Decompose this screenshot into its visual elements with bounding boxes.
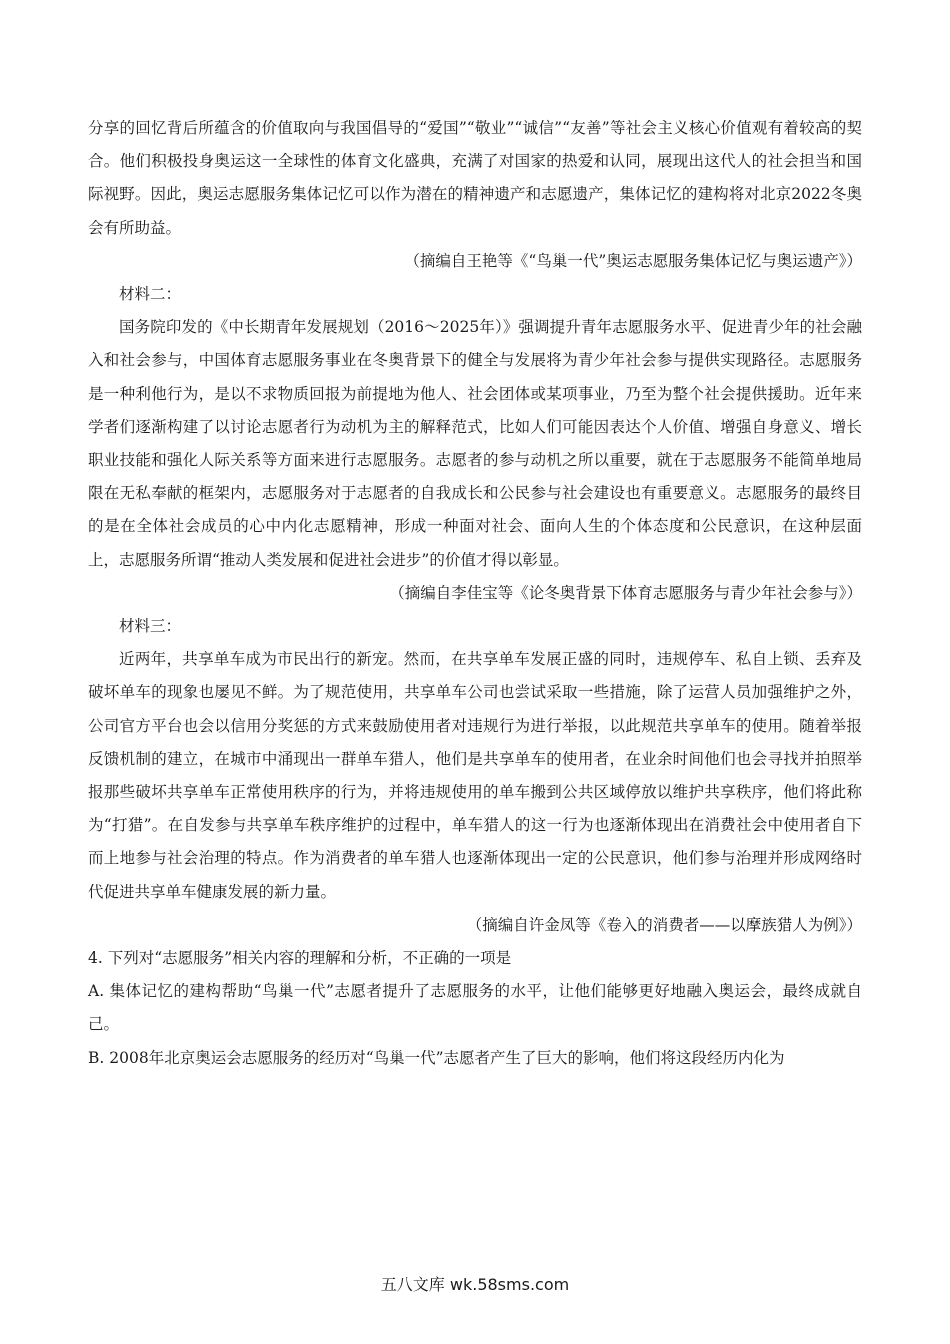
source-citation-1: （摘编自王艳等《“鸟巢一代”奥运志愿服务集体记忆与奥运遗产》） xyxy=(404,251,862,270)
source-citation-3: （摘编自许金凤等《卷入的消费者——以摩族猎人为例》） xyxy=(466,915,862,934)
option-b: B. 2008年北京奥运会志愿服务的经历对“鸟巢一代”志愿者产生了巨大的影响，他们将这段经历内化为 xyxy=(88,1048,785,1067)
option-a: A. 集体记忆的建构帮助“鸟巢一代”志愿者提升了志愿服务的水平，让他们能够更好地融入奥运会，最终成就自己。 xyxy=(88,982,862,1034)
material-3-text: 近两年，共享单车成为市民出行的新宠。然而，在共享单车发展正盛的同时，违规停车、私自上锁、丢弃及破坏单车的现象也屡见不鲜。为了规范使用，共享单车公司也尝试采取一些措施，除了运营人员加强维护之外，公司官方平台也会以信用分奖惩的方式来鼓励使用者对违规行为进行举报，以此规范共享单车的使用。随着举报反馈机制的建立，在城市中涌现出一群单车猎人，他们是共享单车的使用者，在业余时间他们也会寻找并拍照举报那些破坏共享单车正常使用秩序的行为，并将违规使用的单车搬到公共区域停放以维护共享秩序，他们将此称为“打猎”。在自发参与共享单车秩序维护的过程中，单车猎人的这一行为也逐渐体现出在消费社会中使用者自下而上地参与社会治理的特点。作为消费者的单车猎人也逐渐体现出一定的公民意识，他们参与治理并形成网络时代促进共享单车健康发展的新力量。 xyxy=(88,650,862,901)
material-2-text: 国务院印发的《中长期青年发展规划（2016～2025年）》强调提升青年志愿服务水平、促进青少年的社会融入和社会参与，中国体育志愿服务事业在冬奥背景下的健全与发展将为青少年社会参与提供实现路径。志愿服务是一种利他行为，是以不求物质回报为前提地为他人、社会团体或某项事业，乃至为整个社会提供援助。近年来学者们逐渐构建了以讨论志愿者行为动机为主的解释范式，比如人们可能因表达个人价值、增强自身意义、增长职业技能和强化人际关系等方面来进行志愿服务。志愿者的参与动机之所以重要，就在于志愿服务不能简单地局限在无私奉献的框架内，志愿服务对于志愿者的自我成长和公民参与社会建设也有重要意义。志愿服务的最终目的是在全体社会成员的心中内化志愿精神，形成一种面对社会、面向人生的个体态度和公民意识，在这种层面上，志愿服务所谓“推动人类发展和促进社会进步”的价值才得以彰显。 xyxy=(88,318,862,569)
question-4: 4. 下列对“志愿服务”相关内容的理解和分析，不正确的一项是 xyxy=(88,949,512,968)
source-citation-2: （摘编自李佳宝等《论冬奥背景下体育志愿服务与青少年社会参与》） xyxy=(389,583,862,602)
passage-continuation: 分享的回忆背后所蕴含的价值取向与我国倡导的“爱国”“敬业”“诚信”“友善”等社会主义核心价值观有着较高的契合。他们积极投身奥运这一全球性的体育文化盛典，充满了对国家的热爱和认同，展现出这代人的社会担当和国际视野。因此，奥运志愿服务集体记忆可以作为潜在的精神遗产和志愿遗产，集体记忆的建构将对北京2022冬奥会有所助益。 xyxy=(88,119,862,237)
material-3-heading: 材料三： xyxy=(119,617,182,636)
document-body xyxy=(88,112,862,1075)
footer-watermark: 五八文库 wk.58sms.com xyxy=(380,1275,570,1294)
material-2-heading: 材料二： xyxy=(119,285,182,304)
